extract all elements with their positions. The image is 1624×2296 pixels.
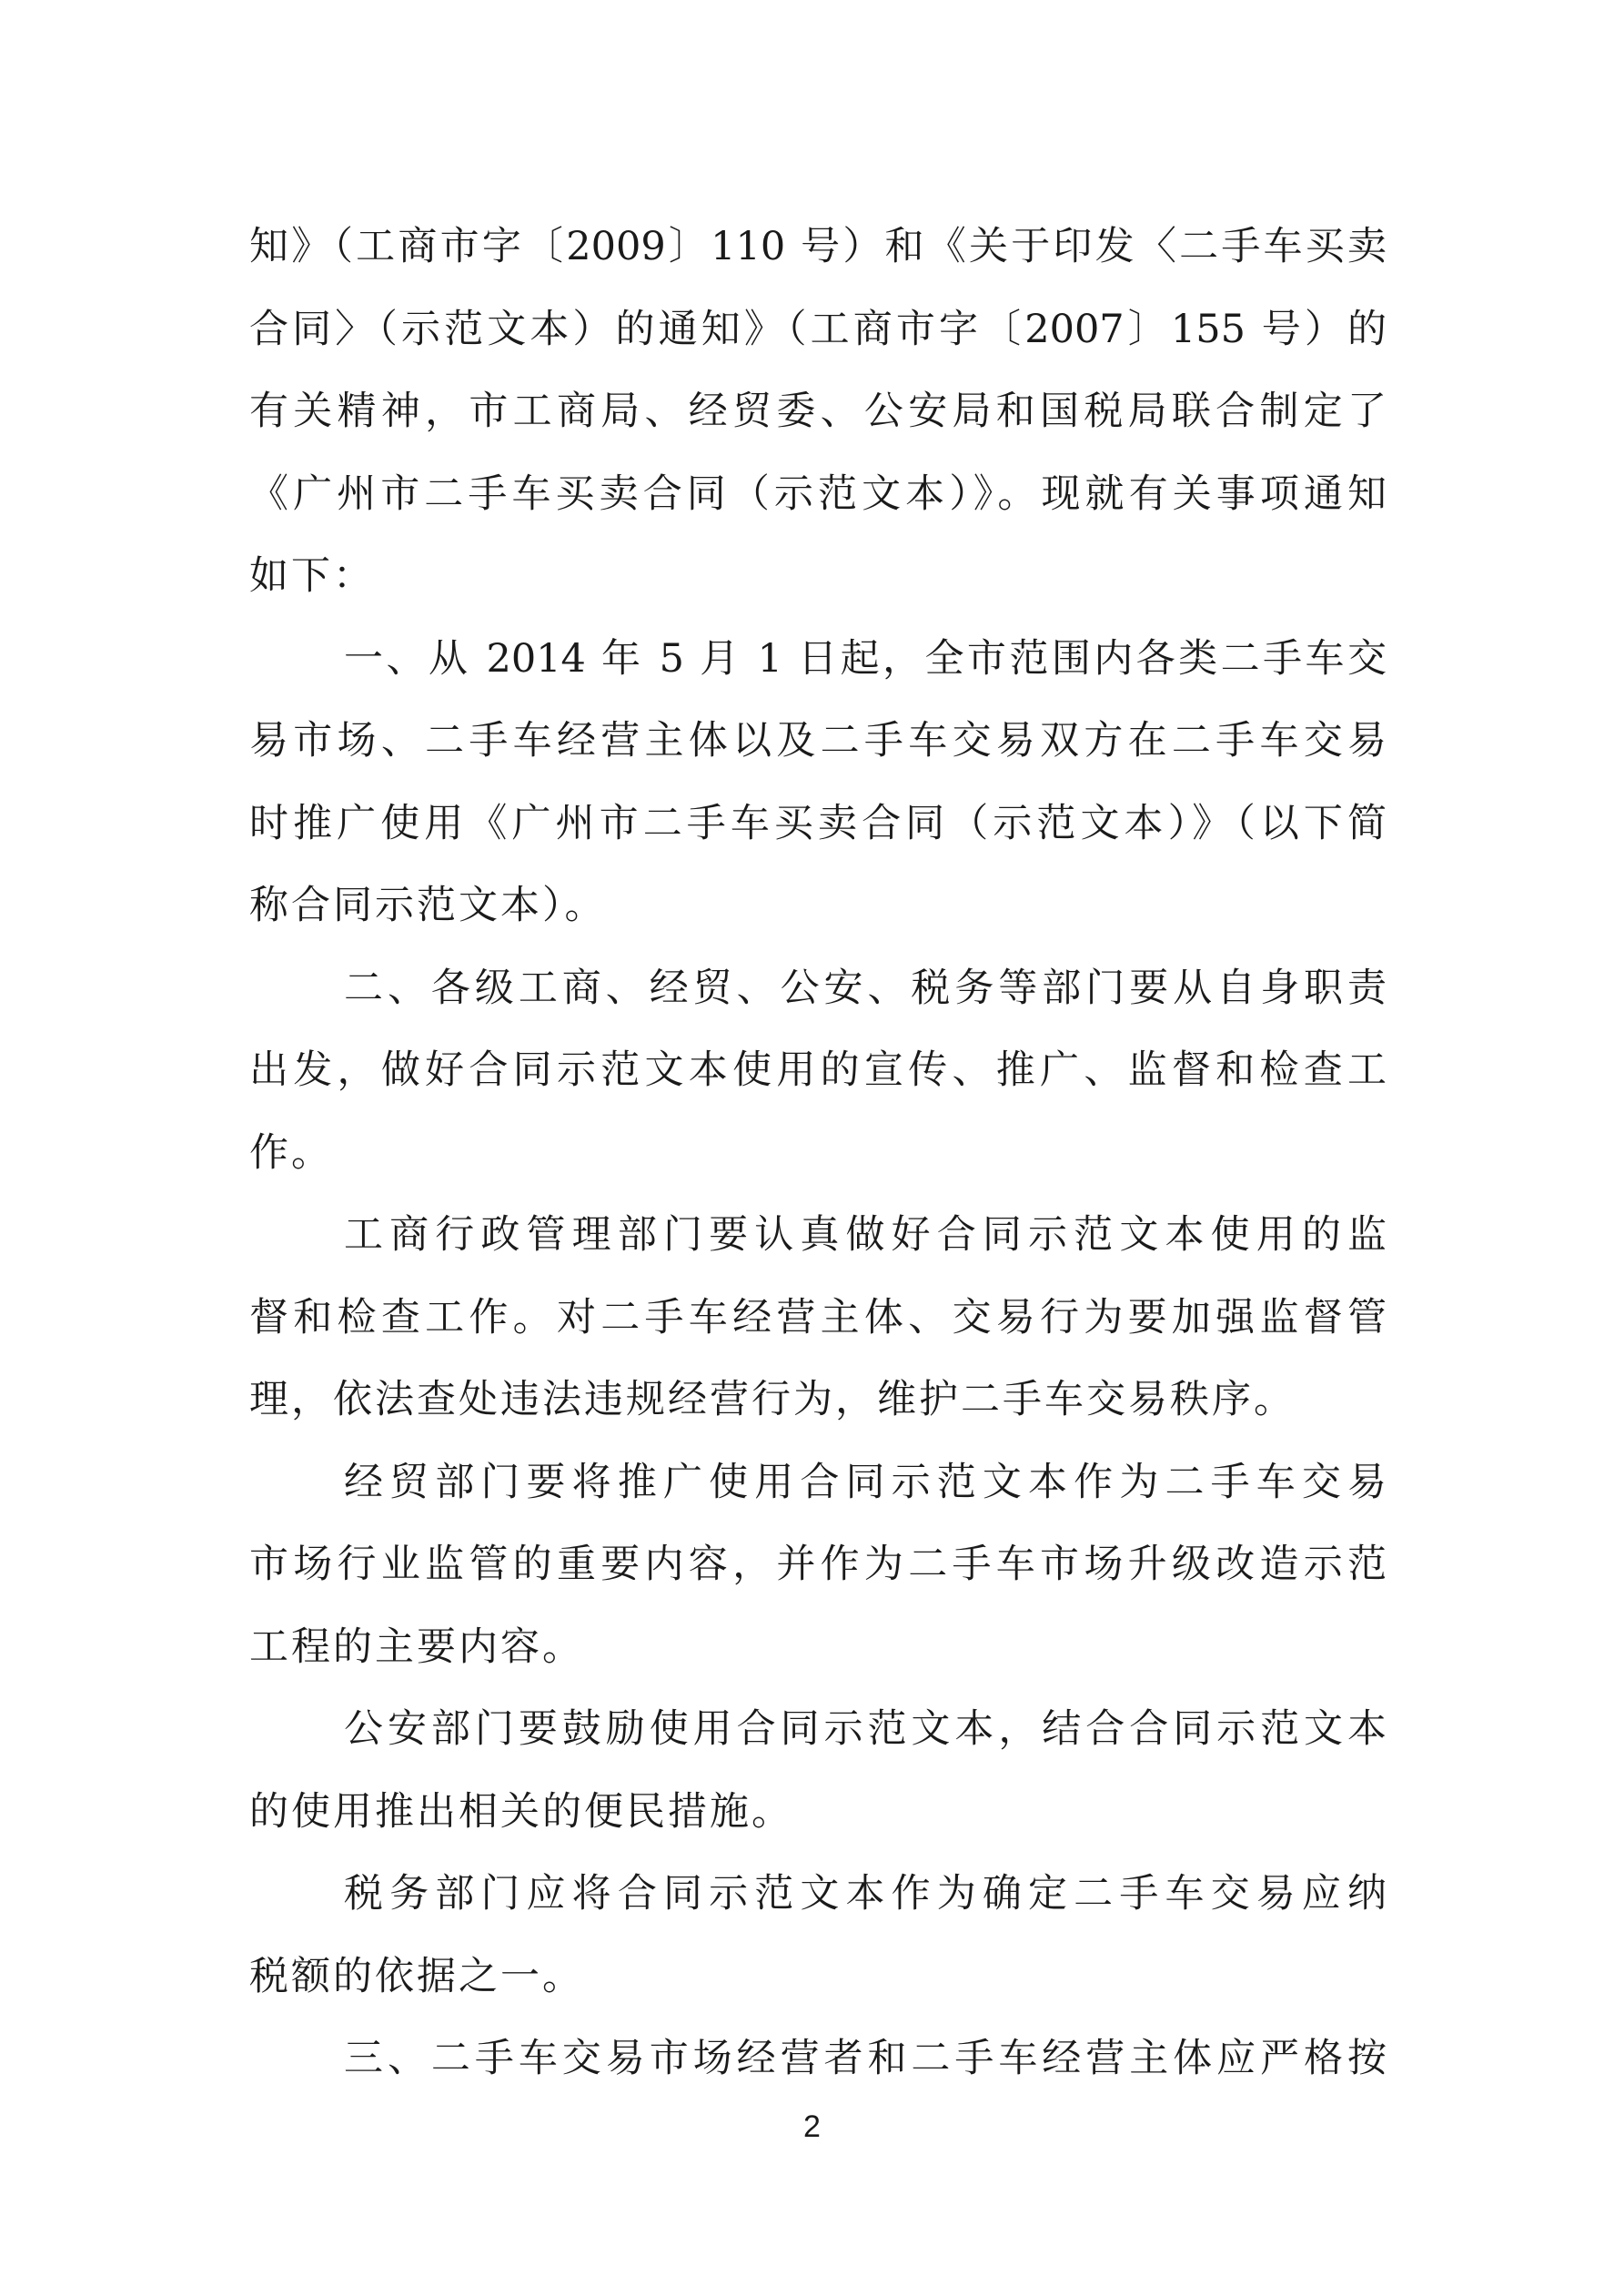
text-line: 市场行业监管的重要内容，并作为二手车市场升级改造示范 [249, 1542, 1387, 1587]
text-line: 时推广使用《广州市二手车买卖合同（示范文本）》（以下简 [249, 800, 1387, 846]
text-line: 税务部门应将合同示范文本作为确定二手车交易应纳 [344, 1871, 1387, 1917]
text-line: 易市场、二手车经营主体以及二手车交易双方在二手车交易 [249, 718, 1387, 764]
text-line: 的使用推出相关的便民措施。 [249, 1788, 793, 1835]
body-text [249, 206, 1387, 2100]
paragraph [249, 2018, 1387, 2100]
text-line: 经贸部门要将推广使用合同示范文本作为二手车交易 [344, 1459, 1387, 1505]
text-line: 《广州市二手车买卖合同（示范文本）》。现就有关事项通知 [249, 470, 1387, 517]
text-line: 出发，做好合同示范文本使用的宣传、推广、监督和检查工 [249, 1047, 1387, 1093]
text-line: 称合同示范文本）。 [249, 883, 607, 928]
text-line: 知》（工商市字〔2009〕110 号）和《关于印发〈二手车买卖 [249, 224, 1387, 269]
paragraph [249, 1441, 1387, 1689]
text-line: 公安部门要鼓励使用合同示范文本，结合合同示范文本 [344, 1706, 1387, 1752]
paragraph [249, 1853, 1387, 2018]
paragraph [249, 1194, 1387, 1441]
text-line: 督和检查工作。对二手车经营主体、交易行为要加强监督管 [249, 1294, 1387, 1340]
text-line: 合同〉（示范文本）的通知》（工商市字〔2007〕155 号）的 [249, 306, 1387, 352]
text-line: 三、二手车交易市场经营者和二手车经营主体应严格按 [344, 2036, 1387, 2081]
text-line: 工商行政管理部门要认真做好合同示范文本使用的监 [344, 1212, 1387, 1258]
text-line: 税额的依据之一。 [249, 1953, 584, 1999]
paragraph [249, 618, 1387, 947]
text-line: 理，依法查处违法违规经营行为，维护二手车交易秩序。 [249, 1377, 1296, 1422]
page-number: 2 [803, 2109, 821, 2144]
text-line: 作。 [249, 1129, 333, 1176]
text-line: 如下： [249, 553, 375, 599]
paragraph [249, 1688, 1387, 1853]
text-line: 工程的主要内容。 [249, 1623, 584, 1670]
text-line: 一、从 2014 年 5 月 1 日起，全市范围内各类二手车交 [344, 635, 1387, 682]
text-line: 有关精神，市工商局、经贸委、公安局和国税局联合制定了 [249, 389, 1387, 434]
paragraph [249, 206, 1387, 618]
text-line: 二、各级工商、经贸、公安、税务等部门要从自身职责 [344, 965, 1387, 1011]
paragraph [249, 947, 1387, 1195]
